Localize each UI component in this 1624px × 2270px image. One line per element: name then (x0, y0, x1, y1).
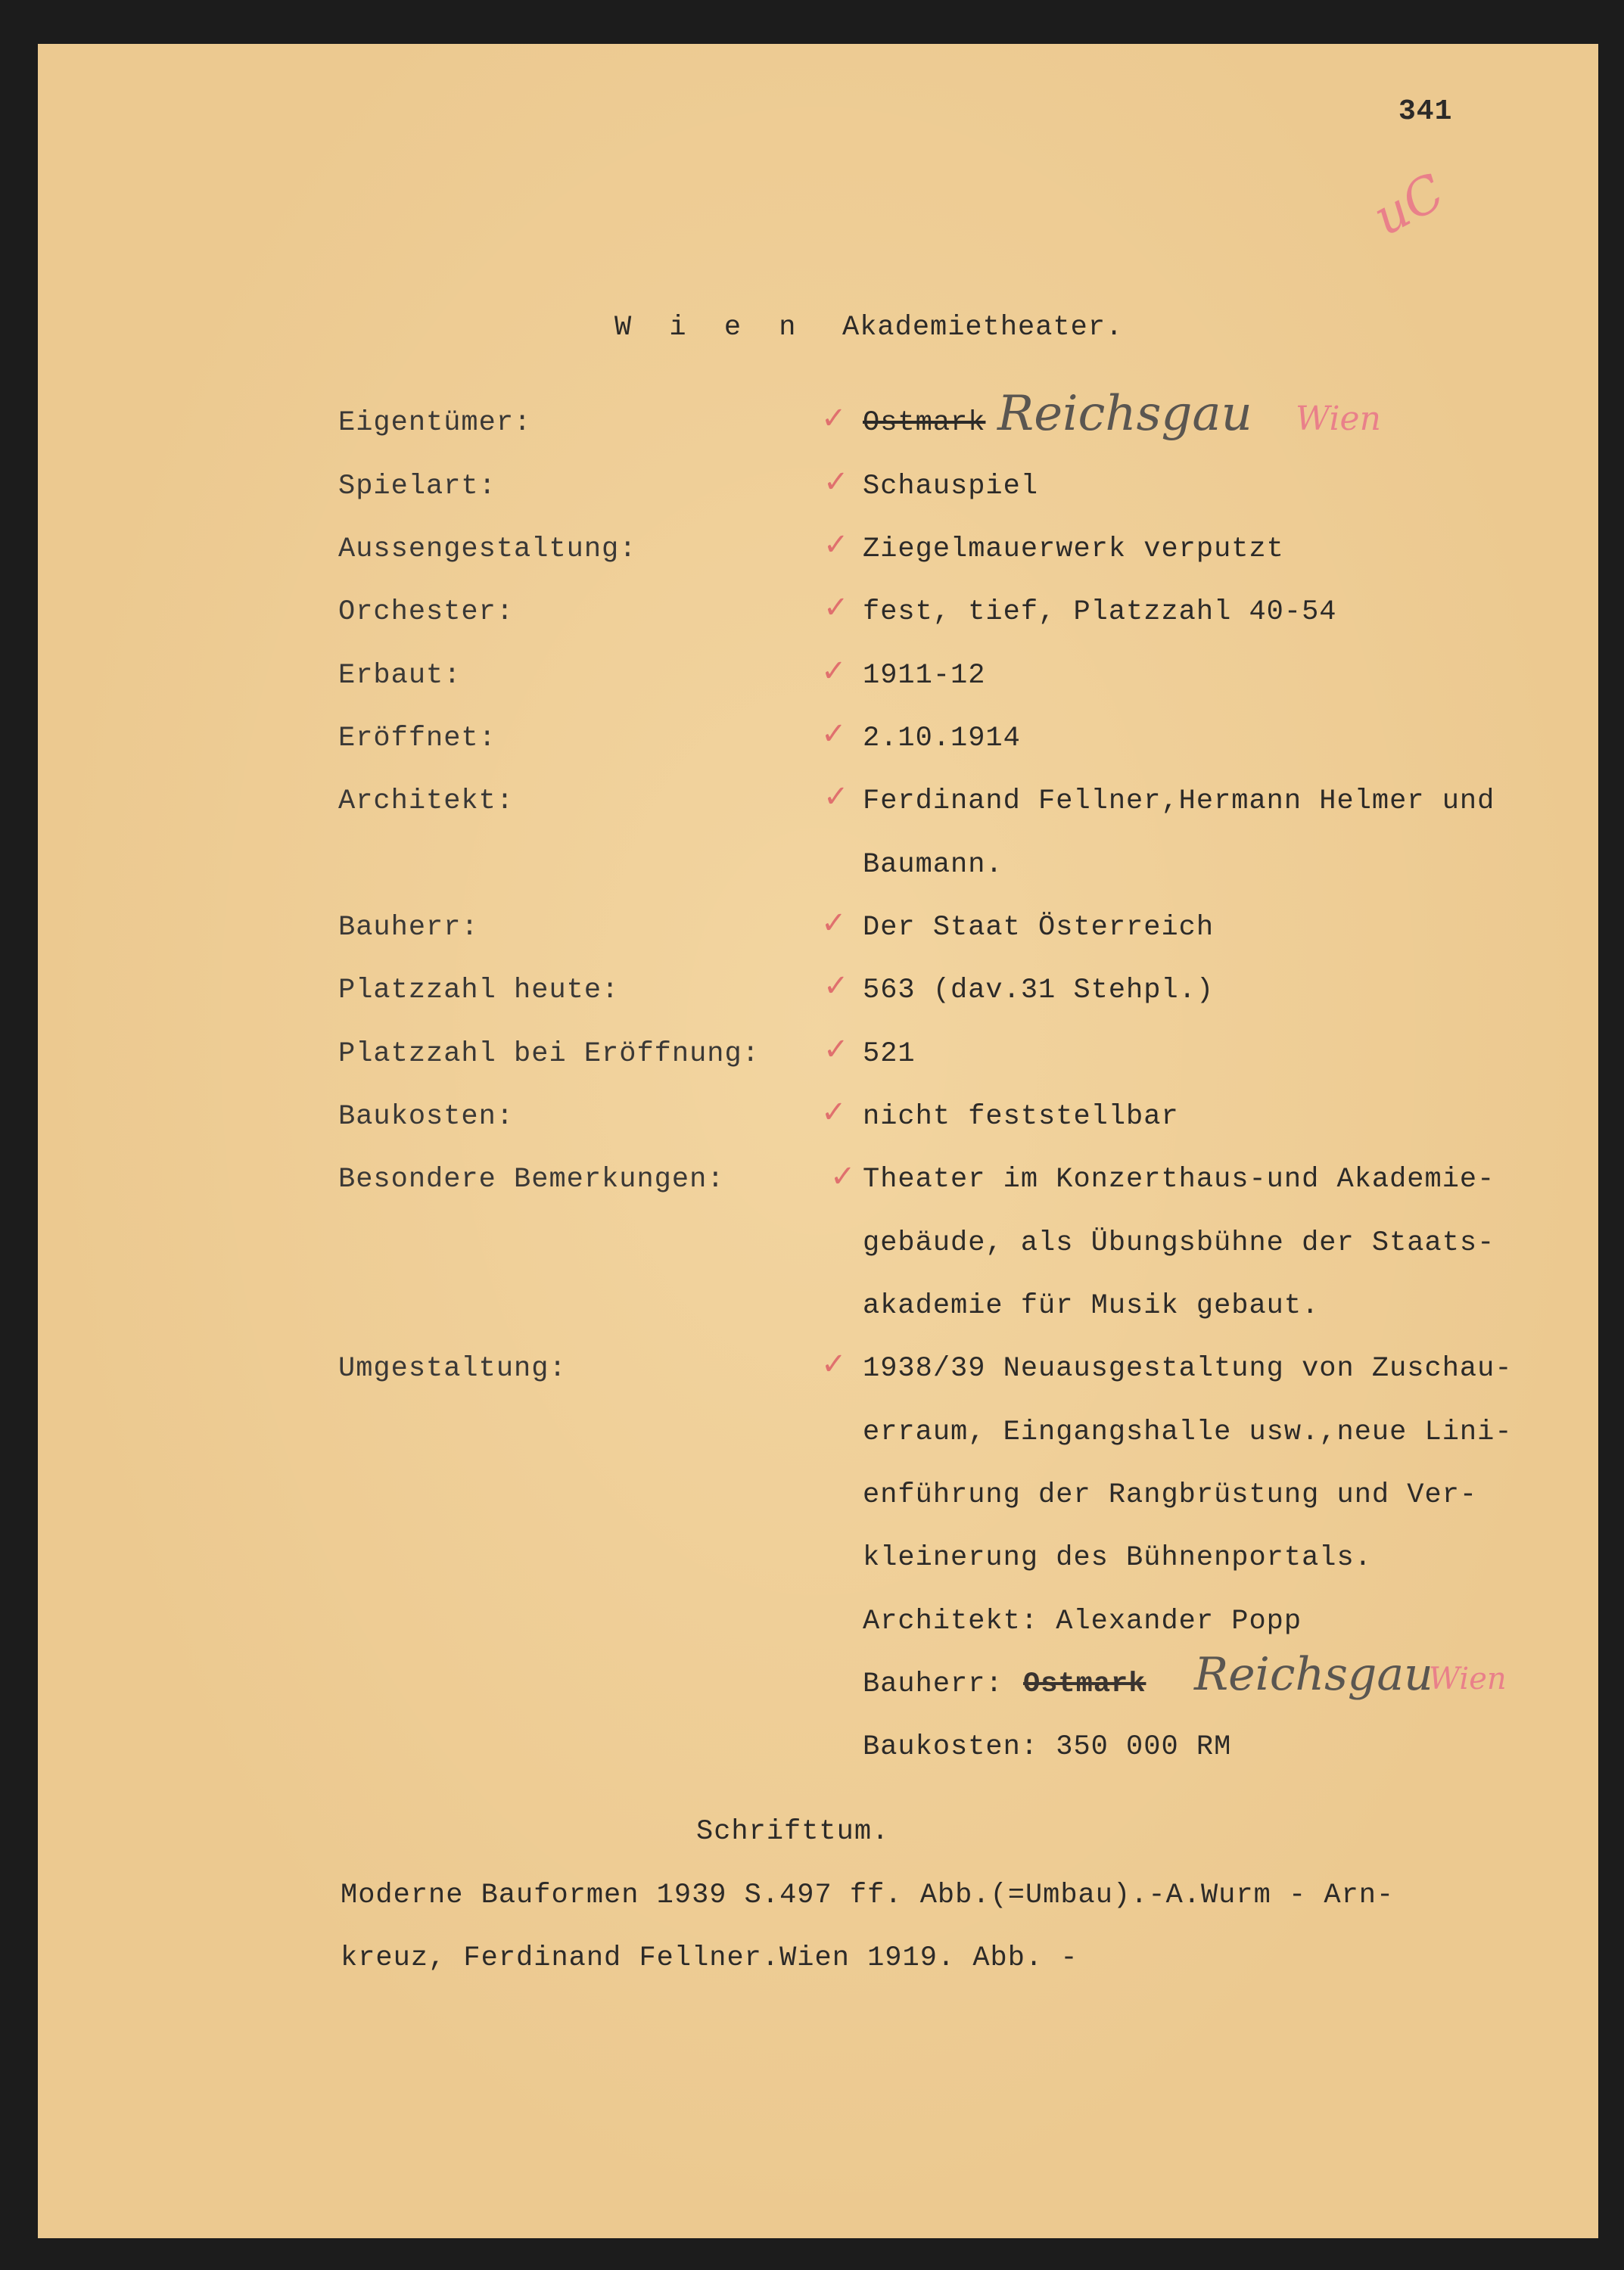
title-city: W i e n (614, 312, 807, 344)
label-architekt: Architekt: (338, 785, 515, 817)
check-mark: ✓ (823, 779, 849, 814)
value-platzzahl-heute: 563 (dav.31 Stehpl.) (863, 975, 1215, 1006)
value-aussengestaltung: Ziegelmauerwerk verputzt (863, 533, 1284, 565)
corner-annotation: uC (1364, 162, 1454, 247)
umgestaltung-line: erraum, Eingangshalle usw.,neue Lini- (863, 1416, 1513, 1448)
literature-line: Moderne Bauformen 1939 S.497 ff. Abb.(=Umbau).-A.Wurm - Arn- (341, 1880, 1395, 1911)
label-spielart: Spielart: (338, 471, 496, 502)
umgestaltung-bauherr-struck: Ostmark (1023, 1668, 1146, 1700)
umgestaltung-line: enführung der Rangbrüstung und Ver- (863, 1479, 1478, 1511)
label-aussengestaltung: Aussengestaltung: (338, 533, 637, 565)
value-orchester: fest, tief, Platzzahl 40-54 (863, 596, 1337, 628)
umgestaltung-line: kleinerung des Bühnenportals. (863, 1542, 1372, 1574)
label-baukosten: Baukosten: (338, 1101, 515, 1133)
remarks-line: akademie für Musik gebaut. (863, 1290, 1320, 1322)
check-mark: ✓ (821, 401, 847, 436)
label-bemerkungen: Besondere Bemerkungen: (338, 1164, 725, 1196)
page-number: 341 (1398, 95, 1453, 128)
value-platzzahl-eroeffnung: 521 (863, 1038, 916, 1070)
value-baukosten: nicht feststellbar (863, 1101, 1179, 1133)
check-mark: ✓ (821, 1095, 847, 1130)
value-eroeffnet: 2.10.1914 (863, 723, 1021, 754)
literature-line: kreuz, Ferdinand Fellner.Wien 1919. Abb. - (341, 1942, 1078, 1974)
umgestaltung-baukosten: Baukosten: 350 000 RM (863, 1731, 1232, 1763)
check-mark: ✓ (823, 590, 849, 625)
label-owner: Eigentümer: (338, 407, 532, 439)
value-bauherr: Der Staat Österreich (863, 912, 1215, 944)
value-spielart: Schauspiel (863, 471, 1039, 502)
umgestaltung-architect: Architekt: Alexander Popp (863, 1606, 1302, 1637)
label-platzzahl-eroeffnung: Platzzahl bei Eröffnung: (338, 1038, 760, 1070)
label-platzzahl-heute: Platzzahl heute: (338, 975, 620, 1006)
check-mark: ✓ (821, 1347, 847, 1382)
value-architekt: Ferdinand Fellner,Hermann Helmer und (863, 785, 1495, 817)
check-mark: ✓ (823, 527, 849, 562)
label-eroeffnet: Eröffnet: (338, 723, 496, 754)
remarks-line: gebäude, als Übungsbühne der Staats- (863, 1227, 1495, 1259)
owner-handwritten: Reichsgau (997, 386, 1252, 442)
value-erbaut: 1911-12 (863, 660, 986, 692)
check-mark: ✓ (823, 969, 849, 1003)
remarks-line: Theater im Konzerthaus-und Akademie- (863, 1164, 1495, 1196)
umgestaltung-bauherr-handwritten-red: Wien (1429, 1662, 1507, 1696)
check-mark: ✓ (821, 906, 847, 941)
title-theater: Akademietheater. (842, 312, 1124, 344)
owner-handwritten-red: Wien (1296, 400, 1381, 438)
owner-struck: Ostmark (863, 407, 986, 439)
literature-heading: Schrifttum. (696, 1816, 890, 1848)
check-mark: ✓ (830, 1159, 856, 1194)
label-orchester: Orchester: (338, 596, 515, 628)
check-mark: ✓ (823, 465, 849, 499)
check-mark: ✓ (823, 1032, 849, 1067)
label-erbaut: Erbaut: (338, 660, 462, 692)
label-bauherr: Bauherr: (338, 912, 479, 944)
label-umgestaltung: Umgestaltung: (338, 1353, 567, 1385)
umgestaltung-bauherr-handwritten: Reichsgau (1194, 1648, 1433, 1701)
umgestaltung-line: 1938/39 Neuausgestaltung von Zuschau- (863, 1353, 1513, 1385)
check-mark: ✓ (821, 654, 847, 689)
value-architekt-cont: Baumann. (863, 849, 1003, 881)
umgestaltung-bauherr-label: Bauherr: (863, 1668, 1003, 1700)
check-mark: ✓ (821, 717, 847, 751)
